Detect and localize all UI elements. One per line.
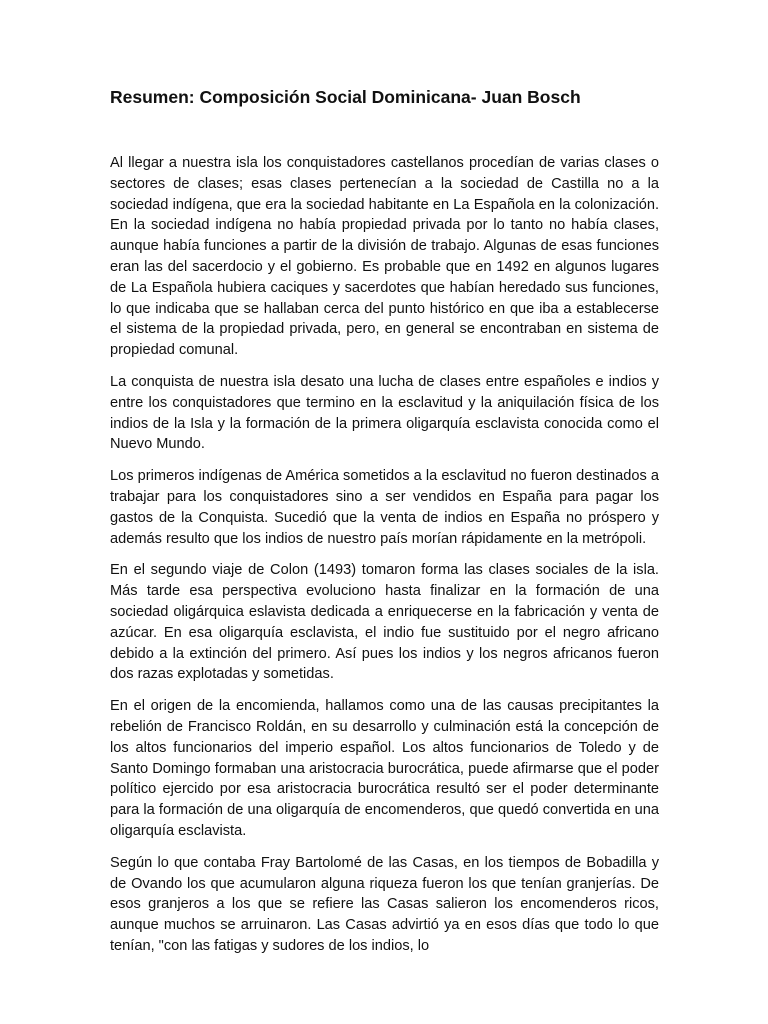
paragraph-5: En el origen de la encomienda, hallamos como una de las causas precipitantes la rebelión de Francisco Roldán, en su desarrollo y culminación está la concepción de los altos funcionarios del imperio español. Los altos funcionarios de Toledo y de Santo Domingo formaban una aristocracia burocrática, puede afirmarse que el poder político ejercido por esa aristocracia burocrática resultó ser el poder determinante para la formación de una oligarquía de encomenderos, que quedó convertida en una oligarquía esclavista. bbox=[110, 698, 659, 839]
document-title: Resumen: Composición Social Dominicana- Juan Bosch bbox=[110, 87, 581, 107]
paragraph-6: Según lo que contaba Fray Bartolomé de las Casas, en los tiempos de Bobadilla y de Ovando los que acumularon alguna riqueza fueron los que tenían granjerías. De esos granjeros a los que se refiere las Casas salieron los encomenderos ricos, aunque muchos se arruinaron. Las Casas advirtió ya en esos días que todo lo que tenían, "con las fatigas y sudores de los indios, lo bbox=[110, 854, 659, 954]
paragraph-3: Los primeros indígenas de América sometidos a la esclavitud no fueron destinados a trabajar para los conquistadores sino a ser vendidos en España para pagar los gastos de la Conquista. Sucedió que la venta de indios en España no próspero y además resulto que los indios de nuestro país morían rápidamente en la metrópoli. bbox=[110, 468, 659, 547]
paragraph-1: Al llegar a nuestra isla los conquistadores castellanos procedían de varias clases o sectores de clases; esas clases pertenecían a la sociedad de Castilla no a la sociedad indígena, que era la sociedad habitante en La Española en la colonización. En la sociedad indígena no había propiedad privada por lo tanto no había clases, aunque había funciones a partir de la división de trabajo. Algunas de esas funciones eran las del sacerdocio y el gobierno. Es probable que en 1492 en algunos lugares de La Española hubiera caciques y sacerdotes que habían heredado sus funciones, lo que indicaba que se hallaban cerca del punto histórico en que iba a establecerse el sistema de la propiedad privada, pero, en general se encontraban en sistema de propiedad comunal. bbox=[110, 155, 659, 359]
paragraph-4: En el segundo viaje de Colon (1493) tomaron forma las clases sociales de la isla. Más tarde esa perspectiva evoluciono hasta finalizar en la formación de una sociedad oligárquica eslavista dedicada a enriquecerse en la fabricación y venta de azúcar. En esa oligarquía esclavista, el indio fue sustituido por el negro africano debido a la extinción del primero. Así pues los indios y los negros africanos fueron dos razas explotadas y sometidas. bbox=[110, 562, 659, 683]
paragraph-2: La conquista de nuestra isla desato una lucha de clases entre españoles e indios y entre los conquistadores que termino en la esclavitud y la aniquilación física de los indios de la Isla y la formación de la primera oligarquía esclavista conocida como el Nuevo Mundo. bbox=[110, 373, 659, 453]
document-body bbox=[110, 153, 659, 968]
